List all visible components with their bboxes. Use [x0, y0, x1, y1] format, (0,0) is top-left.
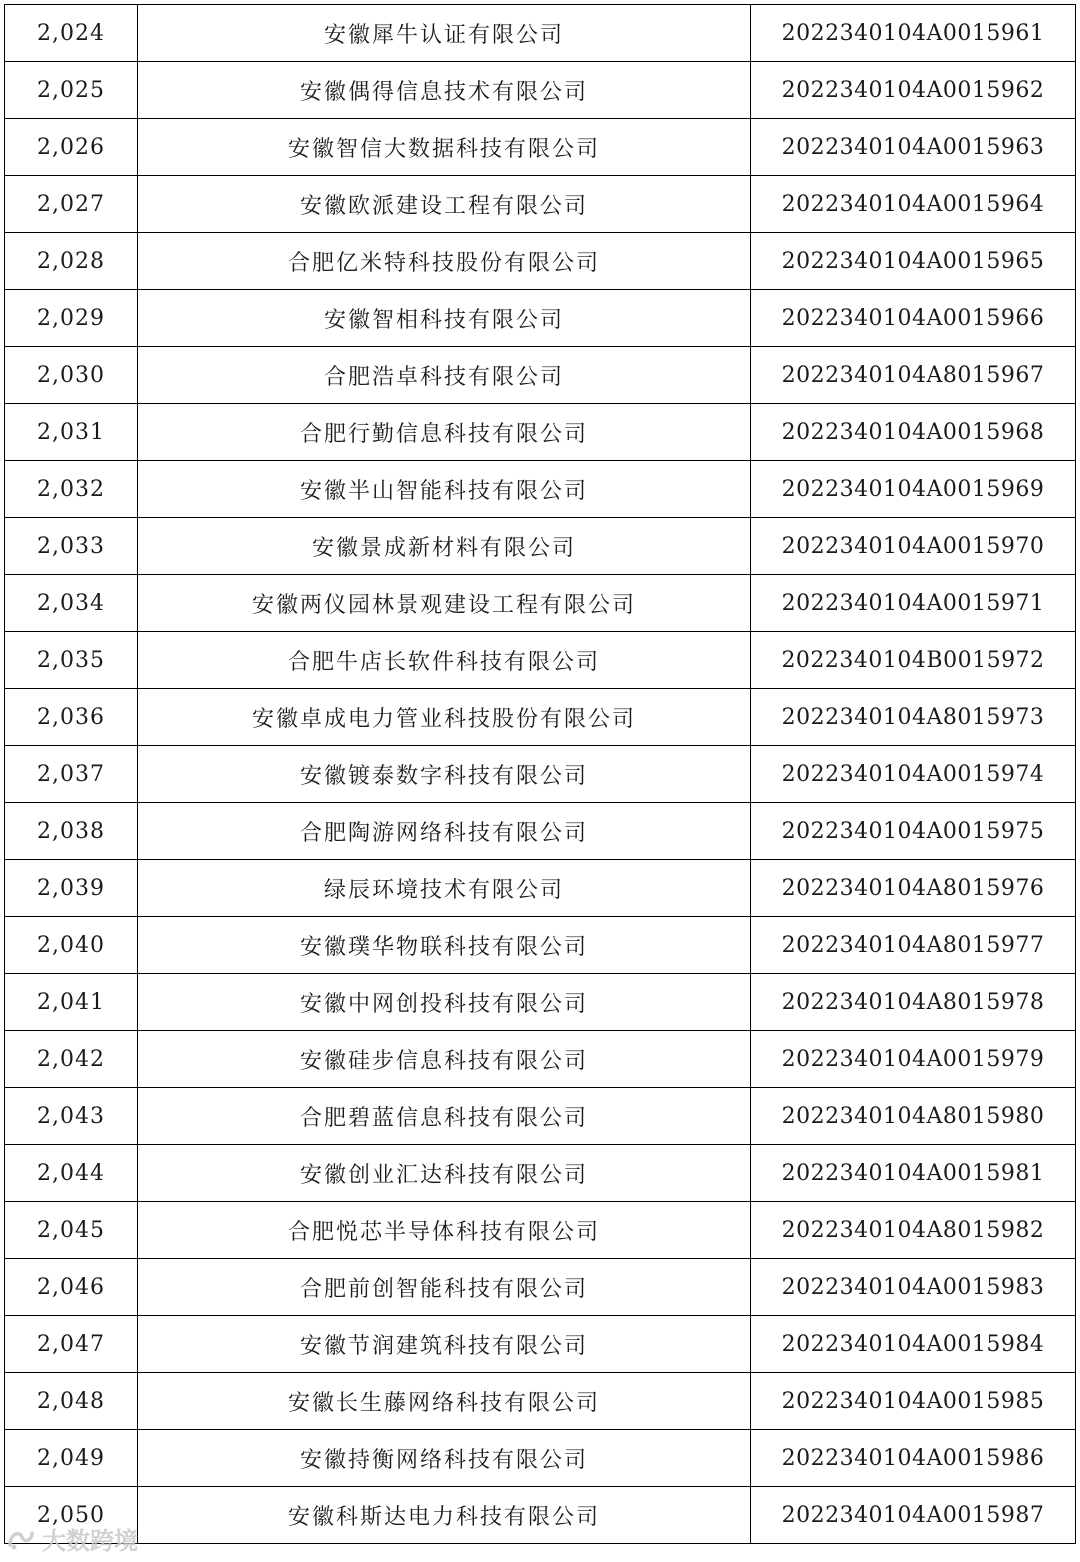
row-index-cell: 2,036: [5, 689, 138, 746]
row-index-cell: 2,050: [5, 1487, 138, 1544]
table-row: [5, 176, 1076, 233]
row-index-cell: 2,040: [5, 917, 138, 974]
row-index-cell: 2,043: [5, 1088, 138, 1145]
table-row: [5, 62, 1076, 119]
row-index-cell: 2,034: [5, 575, 138, 632]
registration-code-cell: 2022340104A8015976: [751, 860, 1076, 917]
company-name-cell: 安徽创业汇达科技有限公司: [138, 1145, 751, 1202]
table-row: [5, 1259, 1076, 1316]
table-row: [5, 1088, 1076, 1145]
registration-code-cell: 2022340104A0015966: [751, 290, 1076, 347]
row-index-cell: 2,033: [5, 518, 138, 575]
company-name-cell: 安徽中网创投科技有限公司: [138, 974, 751, 1031]
company-name-cell: 合肥碧蓝信息科技有限公司: [138, 1088, 751, 1145]
table-row: [5, 1145, 1076, 1202]
table-row: [5, 917, 1076, 974]
watermark: [6, 1521, 138, 1556]
row-index-cell: 2,030: [5, 347, 138, 404]
table-row: [5, 860, 1076, 917]
registration-code-cell: 2022340104A0015986: [751, 1430, 1076, 1487]
table-row: [5, 1373, 1076, 1430]
row-index-cell: 2,038: [5, 803, 138, 860]
company-name-cell: 合肥悦芯半导体科技有限公司: [138, 1202, 751, 1259]
registration-code-cell: 2022340104A0015969: [751, 461, 1076, 518]
registration-code-cell: 2022340104A0015961: [751, 5, 1076, 62]
company-name-cell: 合肥陶游网络科技有限公司: [138, 803, 751, 860]
table-body: [5, 5, 1076, 1544]
registration-code-cell: 2022340104A0015983: [751, 1259, 1076, 1316]
registration-code-cell: 2022340104A0015979: [751, 1031, 1076, 1088]
row-index-cell: 2,035: [5, 632, 138, 689]
row-index-cell: 2,046: [5, 1259, 138, 1316]
table-row: [5, 974, 1076, 1031]
registration-code-cell: 2022340104A0015974: [751, 746, 1076, 803]
company-name-cell: 绿辰环境技术有限公司: [138, 860, 751, 917]
company-name-cell: 安徽犀牛认证有限公司: [138, 5, 751, 62]
registration-code-cell: 2022340104A0015968: [751, 404, 1076, 461]
registration-code-cell: 2022340104B0015972: [751, 632, 1076, 689]
table-row: [5, 1487, 1076, 1544]
table-row: [5, 803, 1076, 860]
row-index-cell: 2,044: [5, 1145, 138, 1202]
table-row: [5, 746, 1076, 803]
watermark-logo-icon: [6, 1527, 36, 1551]
registration-code-cell: 2022340104A0015971: [751, 575, 1076, 632]
table-row: [5, 575, 1076, 632]
row-index-cell: 2,045: [5, 1202, 138, 1259]
table-row: [5, 404, 1076, 461]
table-row: [5, 5, 1076, 62]
registration-code-cell: 2022340104A0015964: [751, 176, 1076, 233]
company-name-cell: 安徽节润建筑科技有限公司: [138, 1316, 751, 1373]
registration-code-cell: 2022340104A0015981: [751, 1145, 1076, 1202]
table-row: [5, 347, 1076, 404]
company-name-cell: 合肥亿米特科技股份有限公司: [138, 233, 751, 290]
table-row: [5, 1316, 1076, 1373]
registration-code-cell: 2022340104A0015985: [751, 1373, 1076, 1430]
registration-code-cell: 2022340104A0015975: [751, 803, 1076, 860]
table-row: [5, 689, 1076, 746]
row-index-cell: 2,047: [5, 1316, 138, 1373]
table-row: [5, 290, 1076, 347]
company-name-cell: 安徽长生藤网络科技有限公司: [138, 1373, 751, 1430]
company-name-cell: 安徽持衡网络科技有限公司: [138, 1430, 751, 1487]
registration-code-cell: 2022340104A0015963: [751, 119, 1076, 176]
company-name-cell: 安徽璞华物联科技有限公司: [138, 917, 751, 974]
row-index-cell: 2,032: [5, 461, 138, 518]
row-index-cell: 2,029: [5, 290, 138, 347]
company-name-cell: 安徽硅步信息科技有限公司: [138, 1031, 751, 1088]
registration-code-cell: 2022340104A8015967: [751, 347, 1076, 404]
company-name-cell: 安徽智相科技有限公司: [138, 290, 751, 347]
company-name-cell: 合肥行勤信息科技有限公司: [138, 404, 751, 461]
registration-code-cell: 2022340104A0015970: [751, 518, 1076, 575]
watermark-text: 大数跨境: [42, 1527, 138, 1555]
registration-code-cell: 2022340104A8015982: [751, 1202, 1076, 1259]
registration-code-cell: 2022340104A0015965: [751, 233, 1076, 290]
row-index-cell: 2,037: [5, 746, 138, 803]
company-name-cell: 合肥牛店长软件科技有限公司: [138, 632, 751, 689]
company-name-cell: 安徽科斯达电力科技有限公司: [138, 1487, 751, 1544]
row-index-cell: 2,042: [5, 1031, 138, 1088]
row-index-cell: 2,024: [5, 5, 138, 62]
company-name-cell: 安徽两仪园林景观建设工程有限公司: [138, 575, 751, 632]
row-index-cell: 2,048: [5, 1373, 138, 1430]
table-row: [5, 632, 1076, 689]
registration-code-cell: 2022340104A8015978: [751, 974, 1076, 1031]
table-row: [5, 518, 1076, 575]
table-row: [5, 1031, 1076, 1088]
company-name-cell: 安徽景成新材料有限公司: [138, 518, 751, 575]
table-row: [5, 233, 1076, 290]
table-row: [5, 1430, 1076, 1487]
row-index-cell: 2,025: [5, 62, 138, 119]
registration-code-cell: 2022340104A8015980: [751, 1088, 1076, 1145]
registration-code-cell: 2022340104A0015984: [751, 1316, 1076, 1373]
registration-code-cell: 2022340104A0015987: [751, 1487, 1076, 1544]
registration-code-cell: 2022340104A8015977: [751, 917, 1076, 974]
table-row: [5, 461, 1076, 518]
company-registry-table: [4, 4, 1076, 1544]
company-name-cell: 合肥前创智能科技有限公司: [138, 1259, 751, 1316]
row-index-cell: 2,041: [5, 974, 138, 1031]
registration-code-cell: 2022340104A0015962: [751, 62, 1076, 119]
company-name-cell: 合肥浩卓科技有限公司: [138, 347, 751, 404]
row-index-cell: 2,027: [5, 176, 138, 233]
row-index-cell: 2,049: [5, 1430, 138, 1487]
row-index-cell: 2,028: [5, 233, 138, 290]
company-name-cell: 安徽欧派建设工程有限公司: [138, 176, 751, 233]
company-name-cell: 安徽镀泰数字科技有限公司: [138, 746, 751, 803]
table-row: [5, 1202, 1076, 1259]
row-index-cell: 2,026: [5, 119, 138, 176]
company-name-cell: 安徽智信大数据科技有限公司: [138, 119, 751, 176]
row-index-cell: 2,031: [5, 404, 138, 461]
registration-code-cell: 2022340104A8015973: [751, 689, 1076, 746]
company-name-cell: 安徽半山智能科技有限公司: [138, 461, 751, 518]
row-index-cell: 2,039: [5, 860, 138, 917]
table-row: [5, 119, 1076, 176]
company-name-cell: 安徽偶得信息技术有限公司: [138, 62, 751, 119]
company-name-cell: 安徽卓成电力管业科技股份有限公司: [138, 689, 751, 746]
